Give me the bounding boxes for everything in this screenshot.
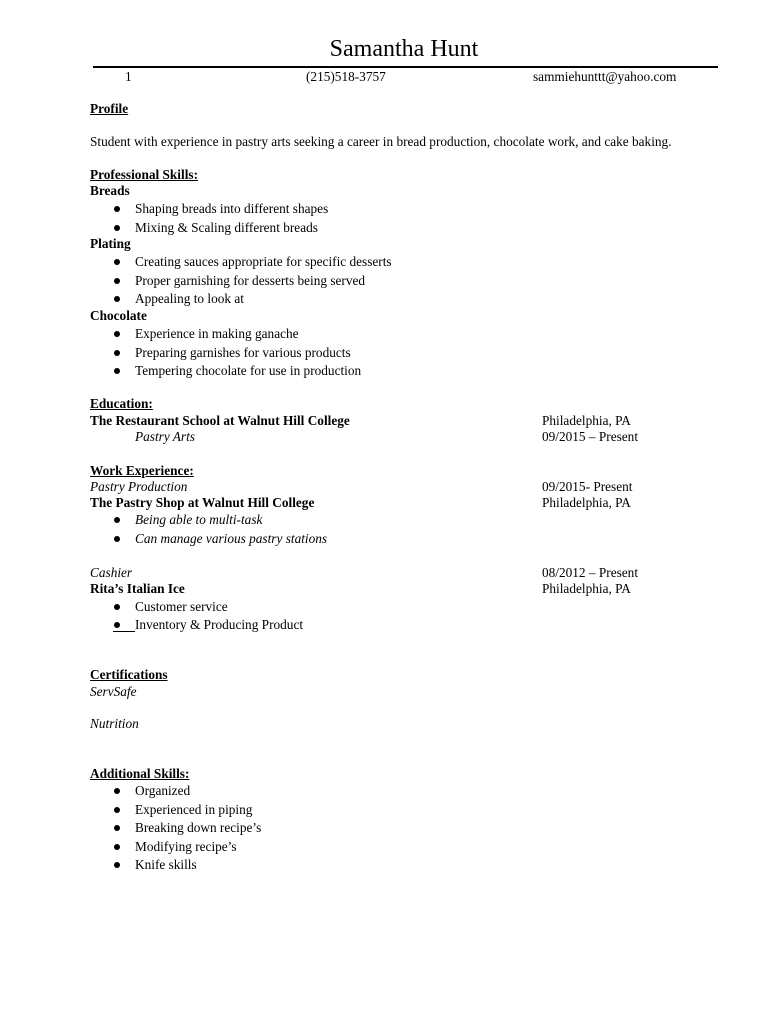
list-item: Customer service xyxy=(135,599,228,614)
list-item: Can manage various pastry stations xyxy=(135,531,328,546)
bullet-icon xyxy=(114,622,120,628)
employer-name: Rita’s Italian Ice xyxy=(90,581,185,596)
job-title: Cashier xyxy=(90,565,133,580)
certifications-heading: Certifications xyxy=(90,667,168,682)
bullet-icon xyxy=(114,807,120,813)
additional-heading: Additional Skills: xyxy=(90,766,190,781)
school-name: The Restaurant School at Walnut Hill College xyxy=(90,413,350,428)
page-number: 1 xyxy=(125,69,132,84)
list-item: Modifying recipe’s xyxy=(135,839,237,854)
bullet-icon xyxy=(114,296,120,302)
school-location: Philadelphia, PA xyxy=(542,413,631,428)
bullet-icon xyxy=(114,604,120,610)
underline-mark xyxy=(113,631,135,632)
bullet-icon xyxy=(114,862,120,868)
bullet-icon xyxy=(114,278,120,284)
list-item: Creating sauces appropriate for specific desserts xyxy=(135,254,392,269)
list-item: Organized xyxy=(135,783,191,798)
bullet-icon xyxy=(114,536,120,542)
skill-group-title: Plating xyxy=(90,236,131,251)
employer-location: Philadelphia, PA xyxy=(542,495,631,510)
bullet-icon xyxy=(114,844,120,850)
list-item: Breaking down recipe’s xyxy=(135,820,262,835)
skill-group-title: Breads xyxy=(90,183,130,198)
bullet-icon xyxy=(114,225,120,231)
bullet-icon xyxy=(114,350,120,356)
bullet-icon xyxy=(114,206,120,212)
list-item: Mixing & Scaling different breads xyxy=(135,220,318,235)
phone-number: (215)518-3757 xyxy=(306,69,386,84)
bullet-icon xyxy=(114,517,120,523)
bullet-icon xyxy=(114,259,120,265)
employer-location: Philadelphia, PA xyxy=(542,581,631,596)
education-dates: 09/2015 – Present xyxy=(542,429,639,444)
certification-item: Nutrition xyxy=(90,716,139,731)
job-dates: 09/2015- Present xyxy=(542,479,633,494)
job-dates: 08/2012 – Present xyxy=(542,565,639,580)
list-item: Experience in making ganache xyxy=(135,326,299,341)
skill-group-title: Chocolate xyxy=(90,308,147,323)
list-item: Shaping breads into different shapes xyxy=(135,201,329,216)
profile-text: Student with experience in pastry arts seeking a career in bread production, chocolate work, and cake baking. xyxy=(90,134,672,149)
employer-name: The Pastry Shop at Walnut Hill College xyxy=(90,495,315,510)
email-address: sammiehunttt@yahoo.com xyxy=(533,69,677,84)
program-name: Pastry Arts xyxy=(135,429,195,444)
bullet-icon xyxy=(114,331,120,337)
job-title: Pastry Production xyxy=(90,479,188,494)
list-item: Tempering chocolate for use in production xyxy=(135,363,362,378)
bullet-icon xyxy=(114,368,120,374)
list-item: Appealing to look at xyxy=(135,291,244,306)
list-item: Being able to multi-task xyxy=(135,512,263,527)
list-item: Experienced in piping xyxy=(135,802,253,817)
bullet-icon xyxy=(114,825,120,831)
list-item: Knife skills xyxy=(135,857,197,872)
candidate-name: Samantha Hunt xyxy=(329,36,479,62)
profile-heading: Profile xyxy=(90,101,129,116)
certification-item: ServSafe xyxy=(90,684,137,699)
list-item: Proper garnishing for desserts being served xyxy=(135,273,366,288)
list-item: Inventory & Producing Product xyxy=(135,617,304,632)
list-item: Preparing garnishes for various products xyxy=(135,345,351,360)
work-heading: Work Experience: xyxy=(90,463,194,478)
bullet-icon xyxy=(114,788,120,794)
education-heading: Education: xyxy=(90,396,153,411)
skills-heading: Professional Skills: xyxy=(90,167,198,182)
